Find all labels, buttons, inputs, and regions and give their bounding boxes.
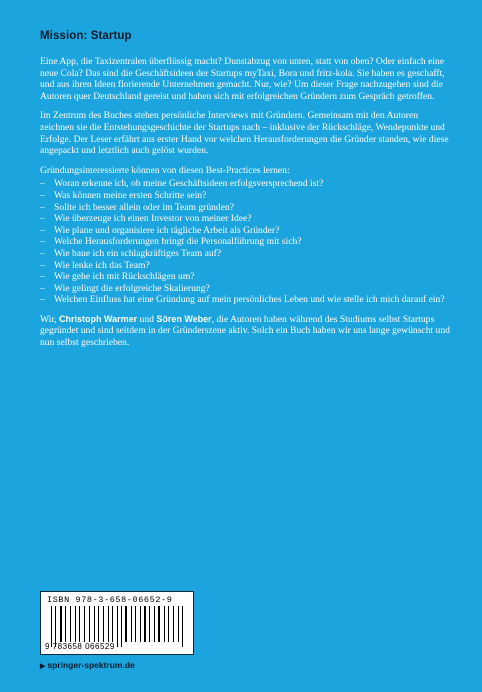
book-title: Mission: Startup [40,30,132,42]
barcode-bar [98,606,99,642]
barcode-bar [140,606,141,642]
barcode-bar [149,606,150,642]
authors-and: und [137,313,157,325]
barcode-bar [173,606,174,642]
barcode-bar [70,606,71,642]
list-item: – Wie überzeuge ich einen Investor von meiner Idee? [40,213,450,225]
intro-paragraph: Eine App, die Taxizentralen überflüssig macht? Dunstabzug von unten, statt von oben? Oder einfach eine neue Cola? Das sind die Geschäftsideen der Startups myTaxi, Bora und fritz-kola. Sie haben es geschafft, und aus ihren Ideen florierende Unternehmen gemacht. Nur, wie? Um dieser Frage nachzugehen sind die Autoren quer Deutschland gereist und haben sich mit erfolgreichen Gründern zum Gespräch getroffen. [40,56,445,102]
list-item: – Was können meine ersten Schritte sein? [40,190,450,202]
barcode-bar [144,606,146,642]
authors-text: , die Autoren haben während des Studiums selbst Startups gegründet und sind seitdem in der Gründerszene aktiv. Solch ein Buch haben wir uns lange gewünscht und nun selbst geschrieben. [40,313,450,349]
barcode-bar [178,606,179,642]
authors-paragraph [40,314,450,349]
author-name: Christoph Warmer [58,313,138,324]
list-item: – Wie gehe ich mit Rückschlägen um? [40,271,450,283]
barcode-bars [51,606,185,642]
barcode-bar [79,606,80,642]
barcode-bar [154,606,155,642]
list-item: – Sollte ich besser allein oder im Team gründen? [40,202,450,214]
barcode-bar [121,606,122,647]
barcode-bar [84,606,85,642]
barcode-bar [60,606,62,642]
barcode-bar [55,606,56,647]
barcode-bar [168,606,169,642]
barcode-bar [51,606,52,647]
barcode-bar [135,606,136,642]
barcode-bar [117,606,118,647]
barcode-bar [131,606,132,642]
authors-prefix: Wir, [40,313,59,325]
barcode-bar [164,606,165,642]
barcode-bar [158,606,160,642]
list-item: – Woran erkenne ich, ob meine Geschäftsideen erfolgsversprechend ist? [40,178,450,190]
isbn-barcode [40,591,194,655]
list-item: – Welche Herausforderungen bringt die Personalführung mit sich? [40,236,450,248]
barcode-bar [112,606,113,642]
list-item: – Wie baue ich ein schlagkräftiges Team auf? [40,248,450,260]
barcode-bar [108,606,109,642]
arrow-icon: ▶ [40,663,46,670]
publisher-url-text: springer-spektrum.de [47,660,135,670]
barcode-bar [182,606,183,647]
list-item: – Wie gelingt die erfolgreiche Skalierung? [40,283,450,295]
list-item: – Wie lenke ich das Team? [40,260,450,272]
barcode-bar [103,606,104,642]
blurb [40,56,450,357]
barcode-digits: 9 783658 066529 [45,642,115,651]
question-list [40,178,450,306]
isbn-number: ISBN 978-3-658-06652-9 [47,595,173,605]
barcode-bar [125,606,127,642]
list-item: – Welchen Einfluss hat eine Gründung auf mein persönliches Leben und wie stelle ich mich darauf ein? [40,294,450,306]
list-item: – Wie plane und organisiere ich tägliche Arbeit als Gründer? [40,225,450,237]
publisher-url[interactable] [40,660,135,670]
center-paragraph: Im Zentrum des Buches stehen persönliche Interviews mit Gründern. Gemeinsam mit den Autoren zeichnen sie die Entstehungsgeschichte der Startups nach – inklusive der Rückschläge, Wendepunkte und Erfolge. Der Leser erfährt aus erster Hand vor welchen Herausforderungen die Gründer standen, wie diese angepackt und letztlich auch gelöst wurden. [40,110,449,157]
barcode-bar [94,606,95,642]
barcode-bar [89,606,90,642]
barcode-bar [75,606,76,642]
author-name: Sören Weber [156,313,212,324]
list-intro: Gründungsinteressierte können von diesen Best-Practices lernen: [40,164,290,176]
barcode-bar [65,606,66,642]
